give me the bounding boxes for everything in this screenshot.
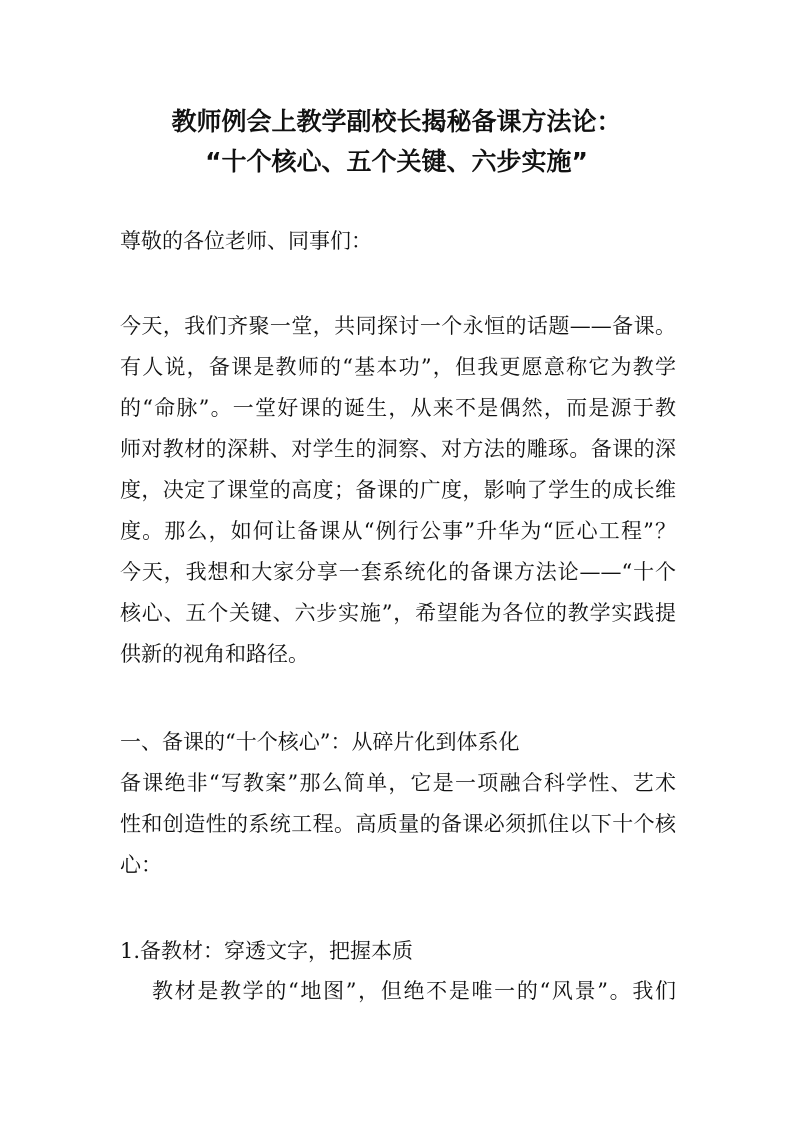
document-title-line-2: “十个核心、五个关键、六步实施”	[205, 147, 588, 176]
paragraph-line: 今天，我想和大家分享一套系统化的备课方法论——“十个	[120, 560, 676, 584]
document-title-line-1: 教师例会上教学副校长揭秘备课方法论：	[171, 107, 622, 136]
paragraph-line: 供新的视角和路径。	[120, 642, 309, 666]
paragraph-line: 教材是教学的“地图”，但绝不是唯一的“风景”。我们	[152, 979, 676, 1003]
paragraph-line: 性和创造性的系统工程。高质量的备课必须抓住以下十个核	[120, 812, 676, 836]
paragraph-line: 今天，我们齐聚一堂，共同探讨一个永恒的话题——备课。	[120, 314, 676, 338]
paragraph-line: 度。那么，如何让备课从“例行公事”升华为“匠心工程”？	[120, 519, 676, 543]
paragraph-line: 师对教材的深耕、对学生的洞察、对方法的雕琢。备课的深	[120, 437, 676, 461]
item-heading: 1.备教材：穿透文字，把握本质	[120, 939, 414, 963]
paragraph-line: 备课绝非“写教案”那么简单，它是一项融合科学性、艺术	[120, 771, 676, 795]
paragraph-line: 心：	[120, 853, 162, 877]
paragraph-line: 的“命脉”。一堂好课的诞生，从来不是偶然，而是源于教	[120, 396, 676, 420]
paragraph-line: 核心、五个关键、六步实施”，希望能为各位的教学实践提	[120, 601, 676, 625]
paragraph-line: 有人说，备课是教师的“基本功”，但我更愿意称它为教学	[120, 355, 676, 379]
section-heading: 一、备课的“十个核心”：从碎片化到体系化	[120, 730, 520, 754]
paragraph-line: 度，决定了课堂的高度；备课的广度，影响了学生的成长维	[120, 478, 676, 502]
greeting: 尊敬的各位老师、同事们：	[120, 229, 372, 253]
